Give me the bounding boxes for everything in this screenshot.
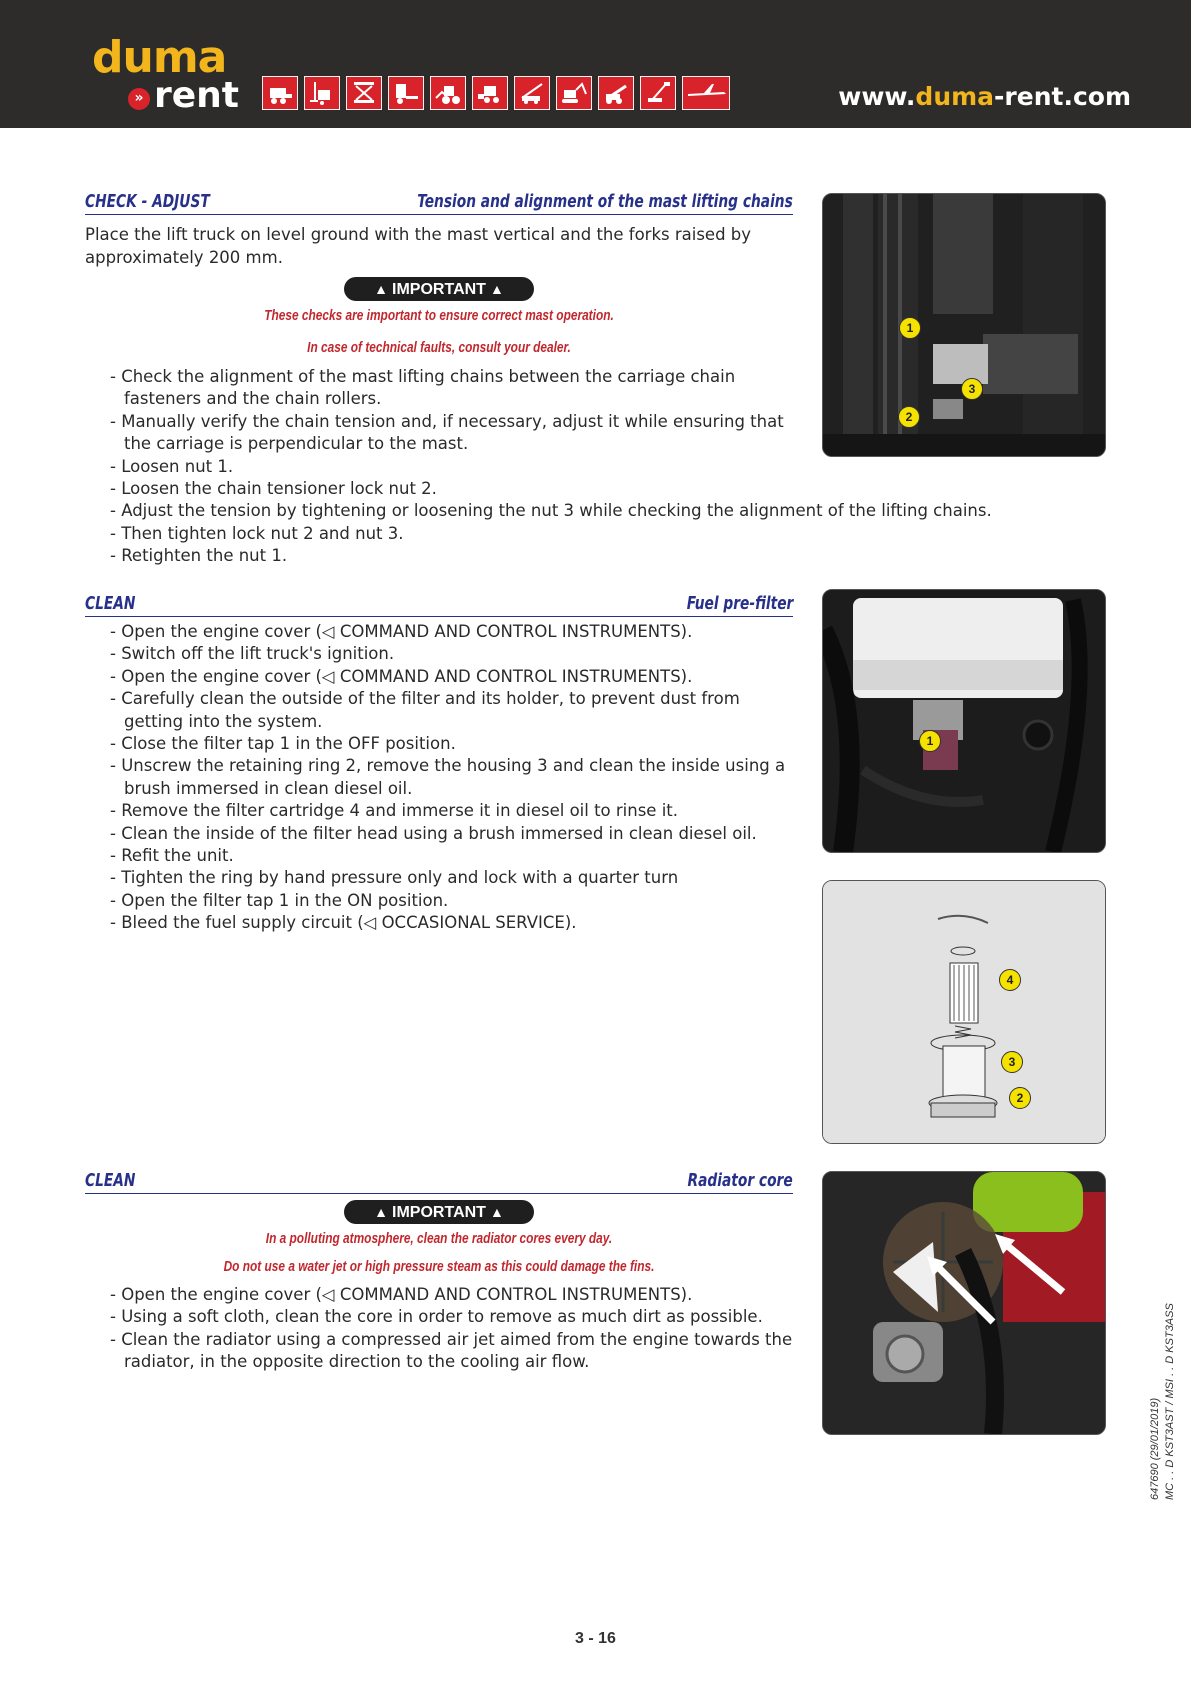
section-category: CHECK - ADJUST [85, 191, 210, 212]
callout-1: 1 [919, 730, 941, 752]
list-item: - Tighten the ring by hand pressure only and lock with a quarter turn [110, 867, 796, 889]
warning-icon: ▲ [374, 281, 389, 297]
list-item: - Adjust the tension by tightening or loosening the nut 3 while checking the alignment of the lifting chains. [110, 500, 796, 522]
logo-duma: duma [92, 32, 227, 83]
list-item: - Loosen the chain tensioner lock nut 2. [110, 478, 796, 500]
list-item: - Close the filter tap 1 in the OFF position. [110, 733, 796, 755]
chevron-icon: » [128, 88, 150, 110]
section-category: CLEAN [85, 1170, 136, 1191]
section-category: CLEAN [85, 593, 136, 614]
wheel-loader-icon [430, 76, 466, 110]
section-title: Fuel pre-filter [686, 593, 793, 614]
section-heading-fuel-filter [85, 588, 793, 617]
intro-paragraph: Place the lift truck on level ground with the mast vertical and the forks raised by approximately 200 mm. [85, 225, 752, 267]
callout-3: 3 [1001, 1051, 1023, 1073]
warning-icon: ▲ [489, 281, 504, 297]
machine-icon-strip [262, 76, 730, 110]
procedure-list-fuel-filter [110, 621, 796, 935]
list-item: - Retighten the nut 1. [110, 545, 796, 567]
list-item: - Using a soft cloth, clean the core in order to remove as much dirt as possible. [110, 1306, 796, 1328]
warning-text: In a polluting atmosphere, clean the radiator cores every day. [265, 1231, 613, 1247]
crane-icon [514, 76, 550, 110]
section-title: Tension and alignment of the mast lifting chains [417, 191, 793, 212]
warning-text: Do not use a water jet or high pressure steam as this could damage the fins. [223, 1259, 655, 1275]
list-item: - Loosen nut 1. [110, 456, 796, 478]
mast-chain-photo [822, 193, 1106, 457]
section-heading-radiator [85, 1165, 793, 1194]
fuel-filter-exploded-diagram [822, 880, 1106, 1144]
fuel-filter-photo [822, 589, 1106, 853]
boom-lift-icon [640, 76, 676, 110]
page-number: 3 - 16 [575, 1630, 616, 1647]
skid-steer-icon [262, 76, 298, 110]
list-item: - Switch off the lift truck's ignition. [110, 643, 796, 665]
callout-4: 4 [999, 969, 1021, 991]
list-item: - Unscrew the retaining ring 2, remove the housing 3 and clean the inside using a brush immersed in clean diesel oil. [110, 755, 796, 800]
list-item: - Then tighten lock nut 2 and nut 3. [110, 523, 796, 545]
aircraft-tug-icon [682, 76, 730, 110]
list-item: - Manually verify the chain tension and, if necessary, adjust it while ensuring that the carriage is perpendicular to the mast. [110, 411, 796, 456]
list-item: - Open the filter tap 1 in the ON position. [110, 890, 796, 912]
callout-2: 2 [1009, 1087, 1031, 1109]
section-title: Radiator core [687, 1170, 793, 1191]
list-item: - Open the engine cover (◁ COMMAND AND CONTROL INSTRUMENTS). [110, 621, 796, 643]
document-reference: 647690 (29/01/2019) MC . . D KST3AST / MSI . . D KST3ASS [1149, 1303, 1176, 1500]
telehandler-icon [598, 76, 634, 110]
list-item: - Bleed the fuel supply circuit (◁ OCCASIONAL SERVICE). [110, 912, 796, 934]
logo-rent: rent [154, 75, 240, 116]
list-item: - Open the engine cover (◁ COMMAND AND CONTROL INSTRUMENTS). [110, 666, 796, 688]
callout-2: 2 [898, 406, 920, 428]
forklift-icon [304, 76, 340, 110]
pallet-truck-icon [388, 76, 424, 110]
excavator-icon [556, 76, 592, 110]
list-item: - Open the engine cover (◁ COMMAND AND CONTROL INSTRUMENTS). [110, 1284, 796, 1306]
section-heading-chains [85, 186, 793, 215]
callout-1: 1 [899, 317, 921, 339]
compact-loader-icon [472, 76, 508, 110]
list-item: - Clean the inside of the filter head using a brush immersed in clean diesel oil. [110, 823, 796, 845]
list-item: - Remove the filter cartridge 4 and immerse it in diesel oil to rinse it. [110, 800, 796, 822]
procedure-list-radiator [110, 1284, 796, 1374]
procedure-list-chains [110, 366, 992, 568]
radiator-photo [822, 1171, 1106, 1435]
warning-icon: ▲ [374, 1204, 389, 1220]
list-item: - Refit the unit. [110, 845, 796, 867]
important-badge: ▲ IMPORTANT ▲ [344, 277, 534, 301]
callout-3: 3 [961, 378, 983, 400]
important-badge: ▲ IMPORTANT ▲ [344, 1200, 534, 1224]
website-url[interactable]: www.duma-rent.com [838, 82, 1131, 111]
list-item: - Carefully clean the outside of the filter and its holder, to prevent dust from getting into the system. [110, 688, 796, 733]
list-item: - Clean the radiator using a compressed air jet aimed from the engine towards the radiator, in the opposite direction to the cooling air flow. [110, 1329, 796, 1374]
list-item: - Check the alignment of the mast lifting chains between the carriage chain fasteners and the chain rollers. [110, 366, 796, 411]
scissor-lift-icon [346, 76, 382, 110]
warning-icon: ▲ [489, 1204, 504, 1220]
page-header [0, 0, 1191, 128]
warning-text: In case of technical faults, consult your dealer. [307, 340, 571, 356]
warning-text: These checks are important to ensure correct mast operation. [264, 308, 614, 324]
